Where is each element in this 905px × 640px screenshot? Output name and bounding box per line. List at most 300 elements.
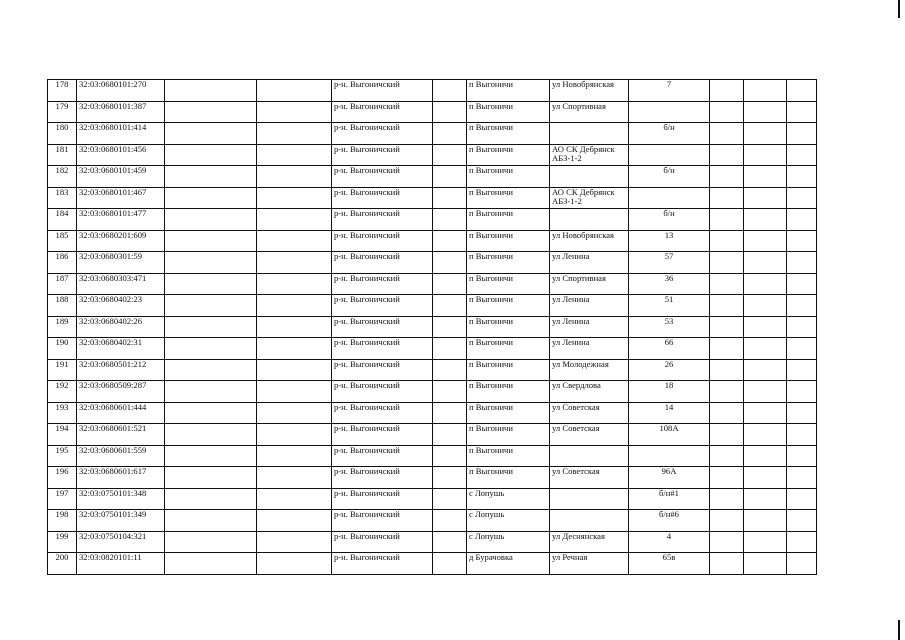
row-number-cell: 198 [48,510,77,532]
table-row [48,338,817,360]
empty-cell [744,424,787,446]
empty-cell [433,510,467,532]
empty-cell [165,467,257,489]
settlement-cell: п Выгоничи [467,166,550,188]
empty-cell [744,209,787,231]
empty-cell [433,553,467,575]
empty-cell [257,230,332,252]
empty-cell [787,252,817,274]
district-cell: р-н. Выгоничский [332,316,433,338]
empty-cell [787,359,817,381]
district-cell: р-н. Выгоничский [332,230,433,252]
empty-cell [787,273,817,295]
cadastral-number-cell: 32:03:0680101:270 [77,80,165,102]
street-cell: ул Советская [550,424,629,446]
cadastral-number-cell: 32:03:0750101:348 [77,488,165,510]
empty-cell [165,381,257,403]
street-cell: АО СК Дебрянск АБЗ-1-2 [550,144,629,166]
row-number-cell: 182 [48,166,77,188]
row-number-cell: 183 [48,187,77,209]
empty-cell [787,295,817,317]
empty-cell [257,338,332,360]
empty-cell [165,209,257,231]
empty-cell [165,295,257,317]
empty-cell [433,402,467,424]
house-number-cell: б/н [629,166,710,188]
street-cell: АО СК Дебрянск АБЗ-1-2 [550,187,629,209]
empty-cell [433,273,467,295]
empty-cell [710,488,744,510]
empty-cell [165,488,257,510]
scan-edge-mark-bottom [898,620,900,640]
empty-cell [787,531,817,553]
cadastral-number-cell: 32:03:0750104:321 [77,531,165,553]
empty-cell [787,316,817,338]
table-row [48,144,817,166]
row-number-cell: 178 [48,80,77,102]
settlement-cell: п Выгоничи [467,209,550,231]
street-cell: ул Советская [550,467,629,489]
district-cell: р-н. Выгоничский [332,123,433,145]
empty-cell [744,123,787,145]
house-number-cell: б/н [629,123,710,145]
house-number-cell: 53 [629,316,710,338]
empty-cell [165,187,257,209]
empty-cell [744,230,787,252]
house-number-cell: 7 [629,80,710,102]
empty-cell [165,553,257,575]
cadastral-number-cell: 32:03:0680501:212 [77,359,165,381]
empty-cell [710,80,744,102]
empty-cell [165,531,257,553]
empty-cell [744,531,787,553]
table-row [48,209,817,231]
empty-cell [787,101,817,123]
house-number-cell: б/н#6 [629,510,710,532]
empty-cell [257,187,332,209]
empty-cell [433,531,467,553]
empty-cell [257,166,332,188]
cadastral-number-cell: 32:03:0680101:477 [77,209,165,231]
empty-cell [744,445,787,467]
cadastral-number-cell: 32:03:0680101:414 [77,123,165,145]
empty-cell [787,144,817,166]
street-cell [550,510,629,532]
empty-cell [744,295,787,317]
empty-cell [710,166,744,188]
row-number-cell: 187 [48,273,77,295]
empty-cell [433,338,467,360]
district-cell: р-н. Выгоничский [332,467,433,489]
street-cell [550,123,629,145]
table-row [48,467,817,489]
house-number-cell: 96А [629,467,710,489]
empty-cell [787,488,817,510]
empty-cell [433,230,467,252]
settlement-cell: д Бурачовка [467,553,550,575]
district-cell: р-н. Выгоничский [332,338,433,360]
cadastral-number-cell: 32:03:0680101:467 [77,187,165,209]
house-number-cell [629,187,710,209]
empty-cell [257,553,332,575]
district-cell: р-н. Выгоничский [332,209,433,231]
empty-cell [433,166,467,188]
table-row [48,252,817,274]
empty-cell [165,123,257,145]
settlement-cell: п Выгоничи [467,445,550,467]
empty-cell [710,510,744,532]
empty-cell [710,295,744,317]
empty-cell [257,510,332,532]
street-cell [550,488,629,510]
table-row [48,230,817,252]
settlement-cell: п Выгоничи [467,80,550,102]
empty-cell [165,424,257,446]
settlement-cell: п Выгоничи [467,187,550,209]
property-table-body [48,80,817,575]
settlement-cell: п Выгоничи [467,381,550,403]
empty-cell [710,553,744,575]
empty-cell [787,209,817,231]
row-number-cell: 197 [48,488,77,510]
empty-cell [710,187,744,209]
empty-cell [710,273,744,295]
empty-cell [257,123,332,145]
settlement-cell: п Выгоничи [467,144,550,166]
row-number-cell: 186 [48,252,77,274]
table-row [48,381,817,403]
street-cell: ул Советская [550,402,629,424]
district-cell: р-н. Выгоничский [332,80,433,102]
empty-cell [165,338,257,360]
empty-cell [744,273,787,295]
table-row [48,316,817,338]
house-number-cell: 108А [629,424,710,446]
empty-cell [787,445,817,467]
empty-cell [744,510,787,532]
row-number-cell: 189 [48,316,77,338]
table-row [48,510,817,532]
row-number-cell: 191 [48,359,77,381]
empty-cell [257,252,332,274]
district-cell: р-н. Выгоничский [332,445,433,467]
house-number-cell: 36 [629,273,710,295]
street-cell [550,166,629,188]
empty-cell [744,402,787,424]
district-cell: р-н. Выгоничский [332,187,433,209]
cadastral-number-cell: 32:03:0680101:456 [77,144,165,166]
table-row [48,101,817,123]
empty-cell [710,230,744,252]
street-cell: ул Речная [550,553,629,575]
empty-cell [433,445,467,467]
house-number-cell [629,445,710,467]
row-number-cell: 199 [48,531,77,553]
row-number-cell: 192 [48,381,77,403]
empty-cell [710,531,744,553]
district-cell: р-н. Выгоничский [332,359,433,381]
empty-cell [257,273,332,295]
table-row [48,123,817,145]
table-row [48,273,817,295]
house-number-cell: 18 [629,381,710,403]
empty-cell [744,144,787,166]
empty-cell [433,424,467,446]
table-row [48,445,817,467]
cadastral-number-cell: 32:03:0680303:471 [77,273,165,295]
house-number-cell: 13 [629,230,710,252]
house-number-cell: 65в [629,553,710,575]
table-row [48,187,817,209]
table-row [48,531,817,553]
row-number-cell: 181 [48,144,77,166]
empty-cell [710,381,744,403]
row-number-cell: 190 [48,338,77,360]
row-number-cell: 185 [48,230,77,252]
house-number-cell [629,101,710,123]
settlement-cell: п Выгоничи [467,273,550,295]
empty-cell [744,467,787,489]
empty-cell [433,316,467,338]
table-row [48,295,817,317]
empty-cell [710,338,744,360]
cadastral-number-cell: 32:03:0820101:11 [77,553,165,575]
settlement-cell: п Выгоничи [467,467,550,489]
house-number-cell: б/н#1 [629,488,710,510]
empty-cell [257,209,332,231]
street-cell: ул Ленина [550,252,629,274]
house-number-cell: 26 [629,359,710,381]
district-cell: р-н. Выгоничский [332,252,433,274]
empty-cell [257,488,332,510]
empty-cell [744,316,787,338]
empty-cell [787,402,817,424]
empty-cell [433,123,467,145]
settlement-cell: п Выгоничи [467,101,550,123]
empty-cell [787,230,817,252]
street-cell: ул Деснянская [550,531,629,553]
settlement-cell: с Лопушь [467,488,550,510]
empty-cell [165,510,257,532]
district-cell: р-н. Выгоничский [332,381,433,403]
empty-cell [744,359,787,381]
empty-cell [433,209,467,231]
empty-cell [165,101,257,123]
table-row [48,359,817,381]
empty-cell [787,467,817,489]
cadastral-number-cell: 32:03:0680201:609 [77,230,165,252]
settlement-cell: п Выгоничи [467,316,550,338]
settlement-cell: с Лопушь [467,531,550,553]
cadastral-number-cell: 32:03:0680402:31 [77,338,165,360]
settlement-cell: п Выгоничи [467,295,550,317]
empty-cell [787,187,817,209]
empty-cell [165,166,257,188]
empty-cell [710,424,744,446]
empty-cell [744,338,787,360]
street-cell: ул Молодежная [550,359,629,381]
empty-cell [165,316,257,338]
district-cell: р-н. Выгоничский [332,295,433,317]
empty-cell [165,273,257,295]
settlement-cell: п Выгоничи [467,424,550,446]
settlement-cell: п Выгоничи [467,359,550,381]
cadastral-number-cell: 32:03:0750101:349 [77,510,165,532]
settlement-cell: п Выгоничи [467,230,550,252]
row-number-cell: 196 [48,467,77,489]
empty-cell [787,123,817,145]
empty-cell [165,402,257,424]
cadastral-number-cell: 32:03:0680402:26 [77,316,165,338]
street-cell: ул Ленина [550,295,629,317]
settlement-cell: с Лопушь [467,510,550,532]
empty-cell [710,252,744,274]
row-number-cell: 194 [48,424,77,446]
street-cell [550,445,629,467]
house-number-cell: 4 [629,531,710,553]
row-number-cell: 200 [48,553,77,575]
empty-cell [165,252,257,274]
table-row [48,402,817,424]
row-number-cell: 193 [48,402,77,424]
empty-cell [710,316,744,338]
empty-cell [787,424,817,446]
empty-cell [165,445,257,467]
empty-cell [787,553,817,575]
empty-cell [710,209,744,231]
table-row [48,80,817,102]
empty-cell [257,424,332,446]
empty-cell [744,166,787,188]
house-number-cell: 57 [629,252,710,274]
empty-cell [433,359,467,381]
district-cell: р-н. Выгоничский [332,424,433,446]
table-row [48,424,817,446]
empty-cell [710,467,744,489]
empty-cell [787,338,817,360]
empty-cell [787,80,817,102]
cadastral-number-cell: 32:03:0680601:559 [77,445,165,467]
street-cell: ул Ленина [550,338,629,360]
empty-cell [433,101,467,123]
empty-cell [433,467,467,489]
empty-cell [165,144,257,166]
district-cell: р-н. Выгоничский [332,553,433,575]
district-cell: р-н. Выгоничский [332,273,433,295]
district-cell: р-н. Выгоничский [332,402,433,424]
cadastral-number-cell: 32:03:0680601:444 [77,402,165,424]
cadastral-number-cell: 32:03:0680601:521 [77,424,165,446]
street-cell: ул Новобрянская [550,80,629,102]
street-cell: ул Спортивная [550,273,629,295]
settlement-cell: п Выгоничи [467,123,550,145]
house-number-cell: 14 [629,402,710,424]
empty-cell [787,166,817,188]
cadastral-number-cell: 32:03:0680601:617 [77,467,165,489]
empty-cell [257,80,332,102]
house-number-cell: 51 [629,295,710,317]
street-cell: ул Новобрянская [550,230,629,252]
street-cell: ул Свердлова [550,381,629,403]
empty-cell [744,488,787,510]
empty-cell [744,80,787,102]
scan-edge-mark-top [898,0,900,18]
cadastral-number-cell: 32:03:0680402:23 [77,295,165,317]
row-number-cell: 180 [48,123,77,145]
empty-cell [257,101,332,123]
row-number-cell: 188 [48,295,77,317]
empty-cell [433,252,467,274]
district-cell: р-н. Выгоничский [332,101,433,123]
empty-cell [433,80,467,102]
street-cell: ул Ленина [550,316,629,338]
row-number-cell: 184 [48,209,77,231]
empty-cell [710,359,744,381]
empty-cell [433,488,467,510]
empty-cell [257,295,332,317]
row-number-cell: 179 [48,101,77,123]
empty-cell [744,252,787,274]
table-row [48,166,817,188]
empty-cell [433,381,467,403]
house-number-cell: б/н [629,209,710,231]
settlement-cell: п Выгоничи [467,338,550,360]
cadastral-number-cell: 32:03:0680101:459 [77,166,165,188]
empty-cell [787,381,817,403]
empty-cell [787,510,817,532]
empty-cell [710,402,744,424]
empty-cell [744,187,787,209]
district-cell: р-н. Выгоничский [332,166,433,188]
empty-cell [744,101,787,123]
empty-cell [710,101,744,123]
house-number-cell: 66 [629,338,710,360]
empty-cell [257,381,332,403]
empty-cell [257,467,332,489]
empty-cell [257,531,332,553]
empty-cell [165,230,257,252]
empty-cell [433,144,467,166]
table-row [48,553,817,575]
empty-cell [165,359,257,381]
empty-cell [257,402,332,424]
district-cell: р-н. Выгоничский [332,510,433,532]
empty-cell [257,316,332,338]
district-cell: р-н. Выгоничский [332,144,433,166]
cadastral-number-cell: 32:03:0680301:59 [77,252,165,274]
cadastral-number-cell: 32:03:0680101:387 [77,101,165,123]
empty-cell [165,80,257,102]
settlement-cell: п Выгоничи [467,402,550,424]
house-number-cell [629,144,710,166]
empty-cell [710,144,744,166]
district-cell: р-н. Выгоничский [332,531,433,553]
empty-cell [433,187,467,209]
empty-cell [710,123,744,145]
empty-cell [257,144,332,166]
empty-cell [257,359,332,381]
empty-cell [257,445,332,467]
district-cell: р-н. Выгоничский [332,488,433,510]
empty-cell [433,295,467,317]
settlement-cell: п Выгоничи [467,252,550,274]
empty-cell [744,553,787,575]
empty-cell [710,445,744,467]
cadastral-number-cell: 32:03:0680509:287 [77,381,165,403]
table-row [48,488,817,510]
street-cell [550,209,629,231]
row-number-cell: 195 [48,445,77,467]
